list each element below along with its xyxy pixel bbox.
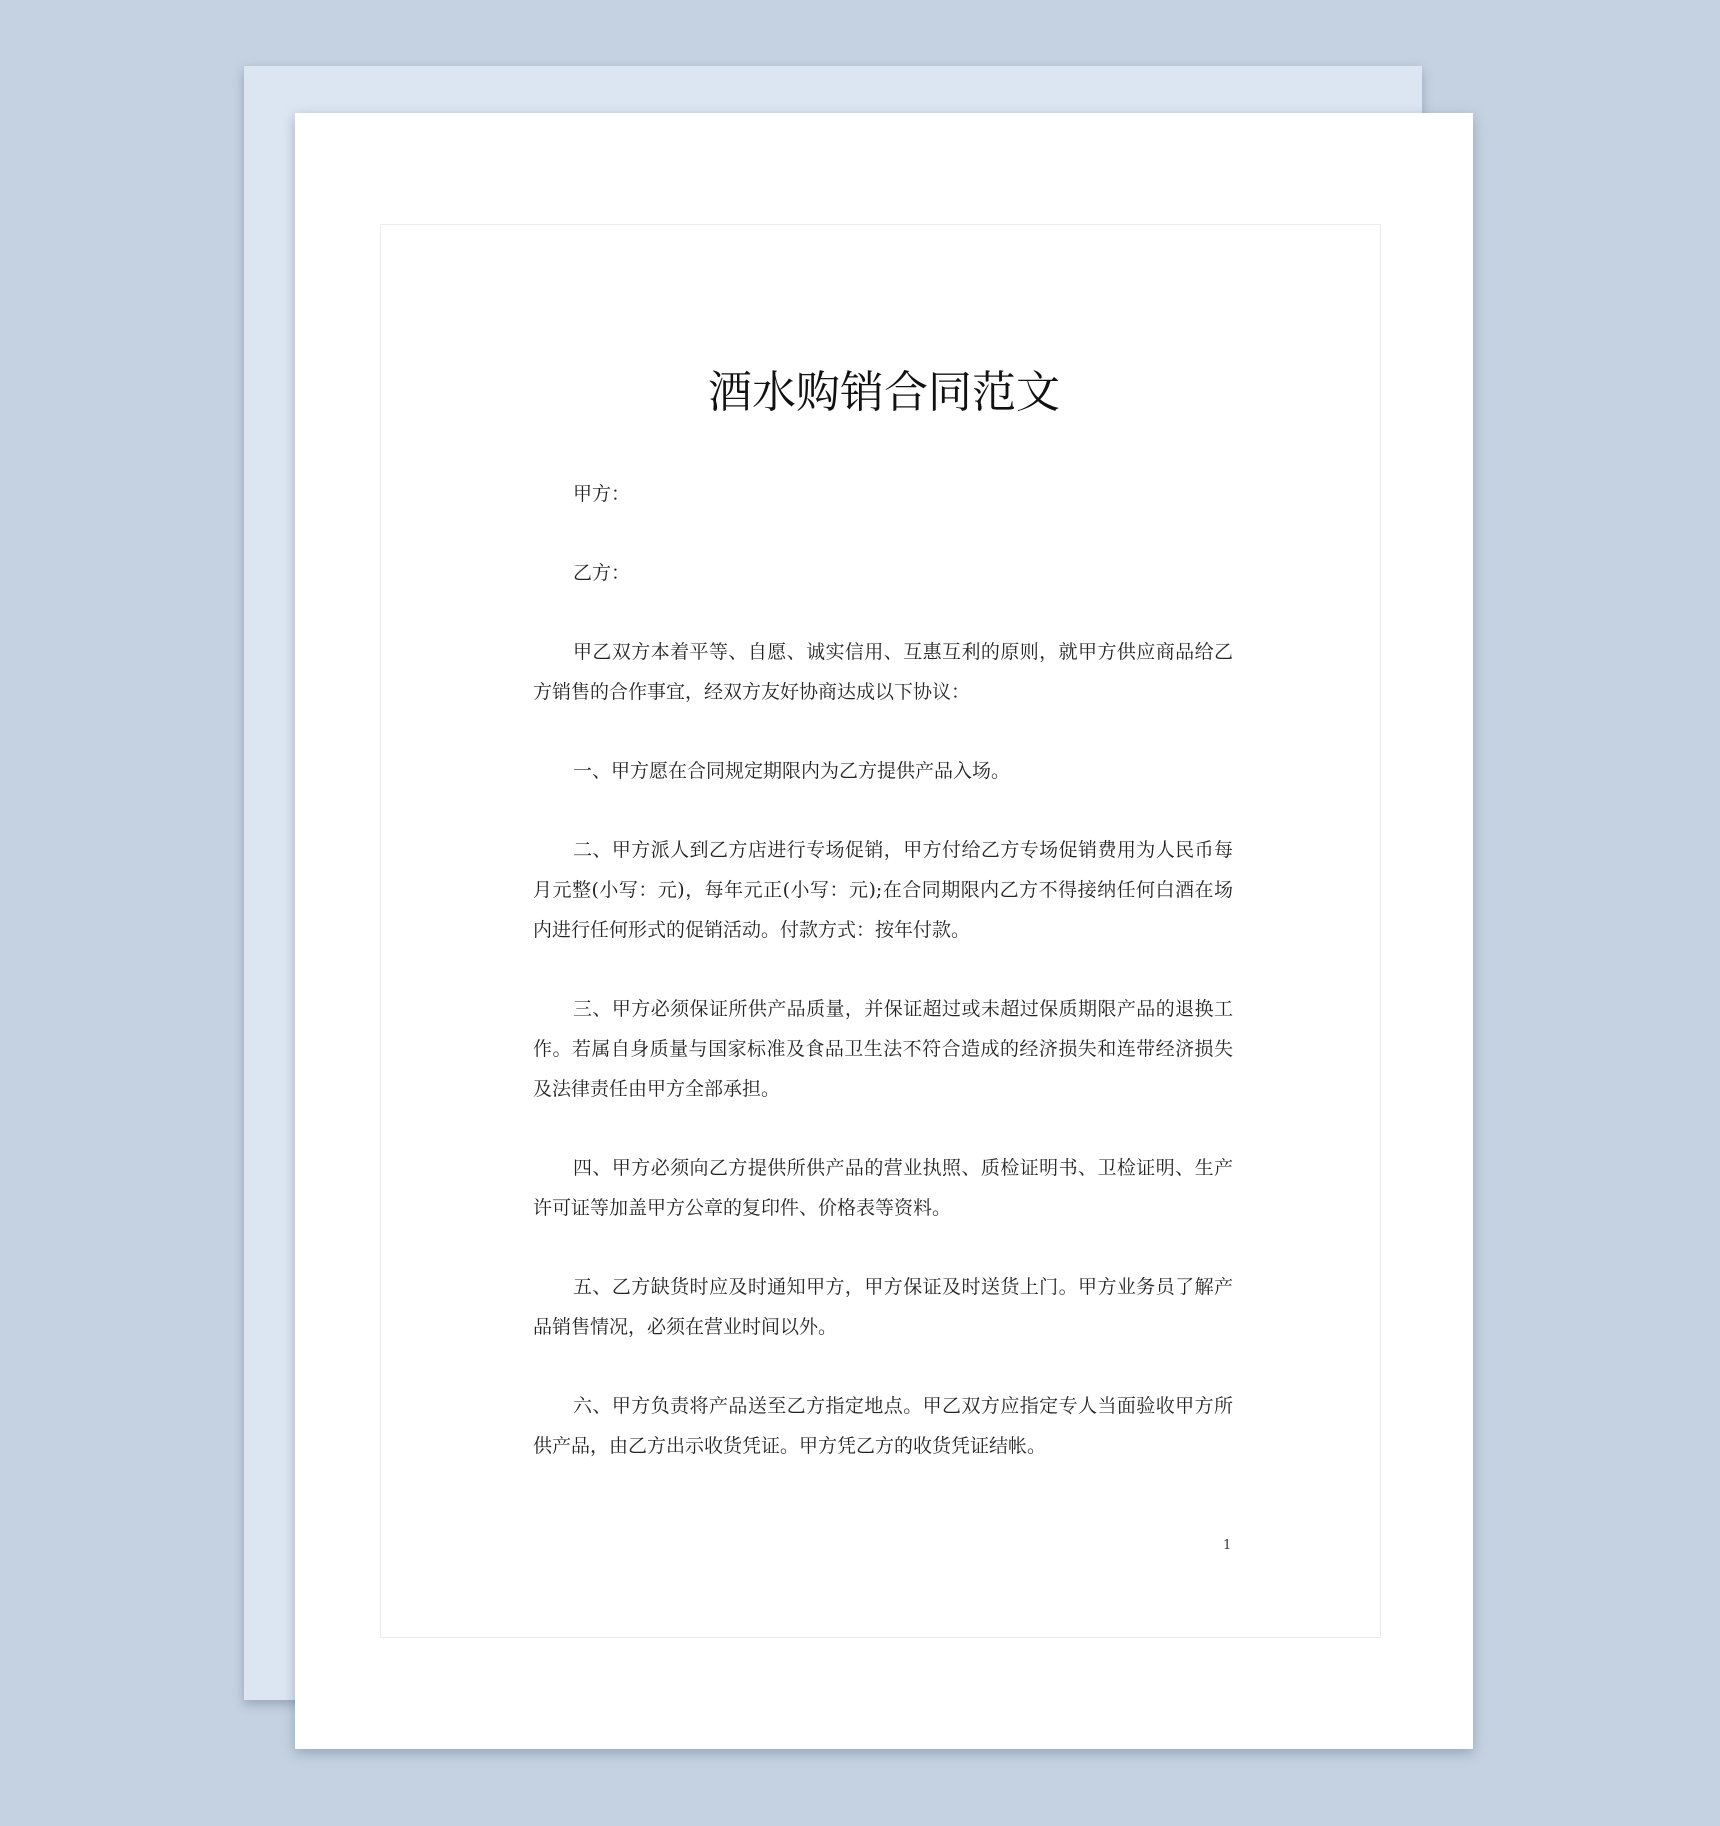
document-body [533, 474, 1233, 1505]
clause-3: 三、甲方必须保证所供产品质量，并保证超过或未超过保质期限产品的退换工作。若属自身质量与国家标准及食品卫生法不符合造成的经济损失和连带经济损失及法律责任由甲方全部承担。 [533, 998, 1233, 1100]
clause-1: 一、甲方愿在合同规定期限内为乙方提供产品入场。 [573, 760, 1011, 782]
document-title: 酒水购销合同范文 [708, 367, 1060, 418]
clause-2: 二、甲方派人到乙方店进行专场促销，甲方付给乙方专场促销费用为人民币每月元整(小写：元)，每年元正(小写：元);在合同期限内乙方不得接纳任何白酒在场内进行任何形式的促销活动。付款方式：按年付款。 [533, 839, 1233, 941]
document-page [295, 113, 1473, 1749]
page-number: 1 [1223, 1538, 1232, 1553]
clause-5: 五、乙方缺货时应及时通知甲方，甲方保证及时送货上门。甲方业务员了解产品销售情况，必须在营业时间以外。 [533, 1276, 1233, 1338]
preamble-paragraph: 甲乙双方本着平等、自愿、诚实信用、互惠互利的原则，就甲方供应商品给乙方销售的合作事宜，经双方友好协商达成以下协议： [533, 641, 1233, 703]
party-b-line: 乙方： [573, 562, 631, 584]
party-a-line: 甲方： [573, 483, 631, 505]
clause-6: 六、甲方负责将产品送至乙方指定地点。甲乙双方应指定专人当面验收甲方所供产品，由乙方出示收货凭证。甲方凭乙方的收货凭证结帐。 [533, 1395, 1233, 1457]
clause-4: 四、甲方必须向乙方提供所供产品的营业执照、质检证明书、卫检证明、生产许可证等加盖甲方公章的复印件、价格表等资料。 [533, 1157, 1233, 1219]
